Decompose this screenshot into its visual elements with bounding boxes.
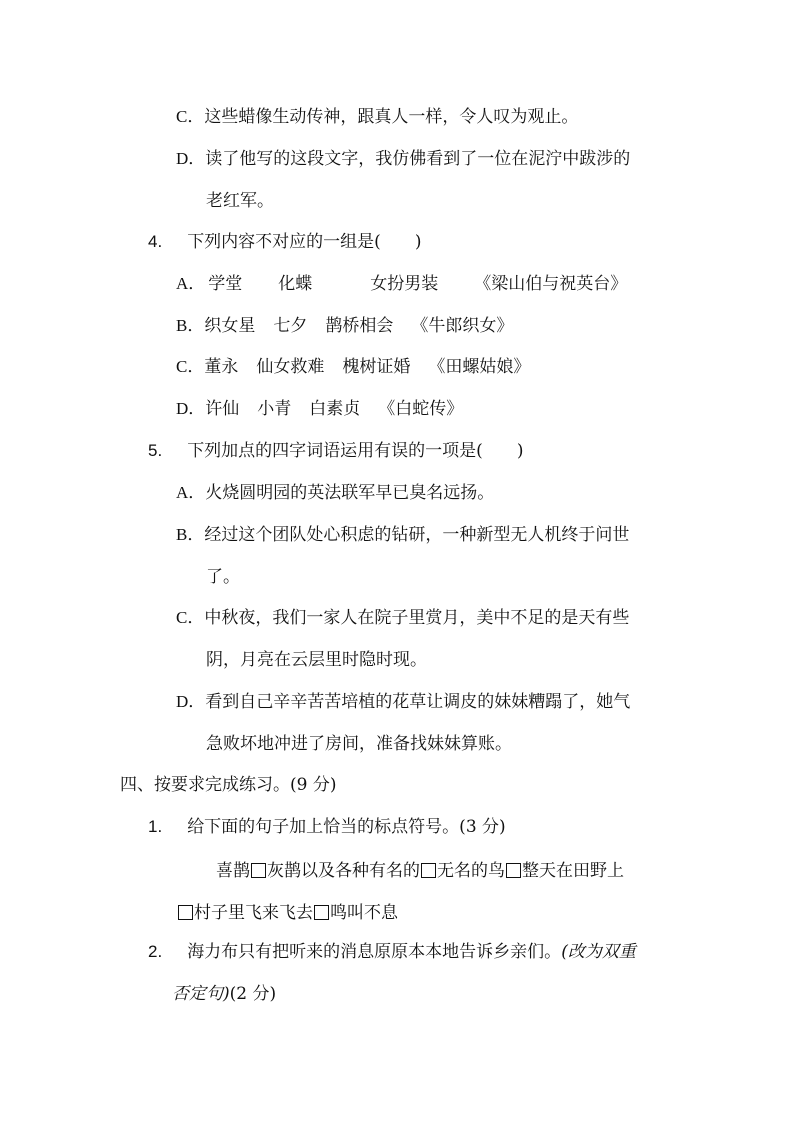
option-letter: D． [176,399,206,418]
q3-option-d-continued [206,190,274,212]
sentence-fragment: 村子里飞来飞去 [194,903,313,923]
question-number: 5. [148,441,163,460]
q4-option-c [176,356,530,378]
question-text: 下列加点的四字词语运用有误的一项是( ) [187,441,524,461]
q5-option-d-continued [206,733,512,755]
option-text: 了。 [206,567,240,587]
q3-option-d [176,148,630,170]
question-requirement: (改为双重 [561,942,636,962]
option-text: 经过这个团队处心积虑的钻研，一种新型无人机终于问世 [204,525,630,545]
option-cell: 《梁山伯与祝英台》 [474,274,628,294]
option-cell: 董永 [204,357,239,377]
q5-option-c-continued [206,649,427,671]
question-text: 下列内容不对应的一组是( ) [187,232,422,252]
s4-q2-continued [172,983,276,1005]
punctuation-sentence-line2 [177,902,398,924]
option-cell: 《田螺姑娘》 [428,357,531,377]
q3-option-c [176,106,578,128]
option-cell: 女扮男装 [370,274,439,294]
q4-option-b [176,315,513,337]
question-text: 给下面的句子加上恰当的标点符号。(3 分) [187,817,506,837]
question-number: 4. [148,232,163,251]
option-cell: 白素贞 [309,399,361,419]
option-letter: A． [176,483,206,502]
option-letter: B． [176,316,205,335]
sentence-fragment: 喜鹊 [216,861,250,881]
blank-box[interactable] [506,863,521,878]
option-letter: A． [176,274,206,293]
q5-option-d [176,691,630,713]
option-cell: 七夕 [273,316,308,336]
q5-stem [148,440,523,462]
option-cell: 小青 [257,399,292,419]
option-letter: D． [176,149,206,168]
option-cell: 仙女救难 [256,357,325,377]
option-cell: 《白蛇传》 [378,399,464,419]
option-letter: C． [176,608,205,627]
question-number: 2. [148,942,163,961]
option-text: 老红军。 [206,191,274,211]
option-text: 阴，月亮在云层里时隐时现。 [206,650,427,670]
q4-option-d [176,398,463,420]
blank-box[interactable] [421,863,436,878]
section-title: 四、按要求完成练习。(9 分) [120,775,337,795]
option-cell: 《牛郎织女》 [411,316,514,336]
option-text: 中秋夜，我们一家人在院子里赏月，美中不足的是天有些 [204,608,630,628]
s4-q2-stem [148,941,636,963]
question-score: (2 分) [229,984,277,1004]
question-text: 海力布只有把听来的消息原原本本地告诉乡亲们。 [187,942,562,962]
q5-option-b-continued [206,566,240,588]
option-letter: C． [176,357,205,376]
q5-option-c [176,607,629,629]
option-letter: C． [176,107,205,126]
blank-box[interactable] [178,905,193,920]
q4-stem [148,231,421,253]
question-number: 1. [148,817,163,836]
option-text: 急败坏地冲进了房间，准备找妹妹算账。 [206,734,512,754]
option-cell: 槐树证婚 [342,357,411,377]
blank-box[interactable] [251,863,266,878]
option-cell: 学堂 [208,274,243,294]
option-text: 看到自己辛辛苦苦培植的花草让调皮的妹妹糟蹋了，她气 [205,692,631,712]
q4-option-a [176,273,627,295]
question-requirement: 否定句) [172,984,230,1004]
sentence-fragment: 灰鹊以及各种有名的 [267,861,420,881]
option-cell: 鹊桥相会 [325,316,394,336]
option-cell: 许仙 [205,399,240,419]
blank-box[interactable] [314,905,329,920]
option-cell: 化蝶 [278,274,313,294]
q5-option-b [176,524,629,546]
sentence-fragment: 鸣叫不息 [330,903,398,923]
option-text: 这些蜡像生动传神，跟真人一样，令人叹为观止。 [204,107,579,127]
punctuation-sentence-line1 [216,860,624,882]
option-text: 火烧圆明园的英法联军早已臭名远扬。 [205,483,495,503]
sentence-fragment: 无名的鸟 [437,861,505,881]
q5-option-a [176,482,494,504]
option-letter: B． [176,525,205,544]
option-text: 读了他写的这段文字，我仿佛看到了一位在泥泞中跋涉的 [205,149,631,169]
sentence-fragment: 整天在田野上 [522,861,624,881]
option-letter: D． [176,692,206,711]
s4-q1-stem [148,816,506,838]
option-cell: 织女星 [204,316,256,336]
